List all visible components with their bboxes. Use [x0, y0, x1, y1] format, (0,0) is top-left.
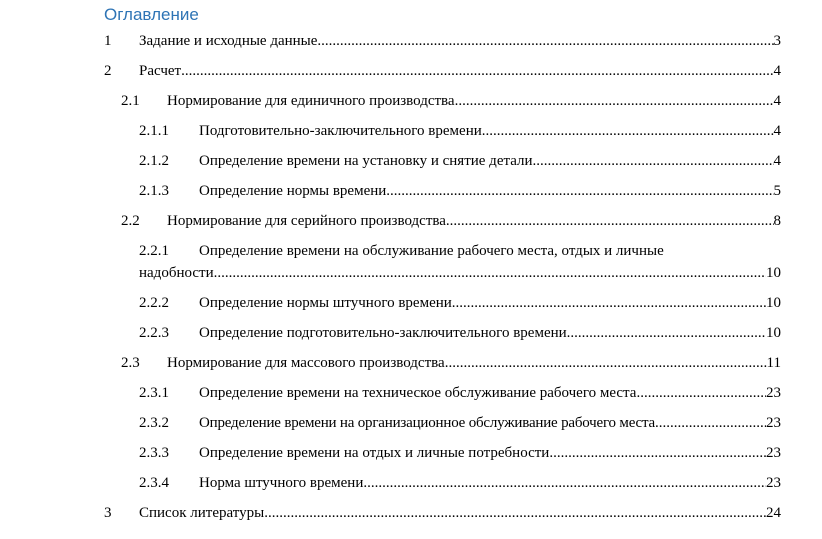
toc-entry-number: 2.1.3 — [139, 183, 169, 199]
toc-entry-page: 4 — [773, 123, 781, 139]
toc-entry-2-2-1[interactable] — [0, 242, 822, 282]
toc-entry-title: Определение времени на организационное обслуживание рабочего места — [199, 415, 655, 431]
toc-entry-number: 2.1.2 — [139, 153, 169, 169]
toc-entry-2-3-3[interactable] — [0, 444, 822, 462]
toc-entry-title: Определение нормы времени — [199, 183, 387, 199]
toc-entry-3[interactable] — [0, 504, 822, 522]
toc-dot-leader — [567, 324, 766, 342]
toc-entry-2-1-3[interactable] — [0, 182, 822, 200]
toc-entry-2[interactable] — [0, 62, 822, 80]
toc-entry-page: 10 — [766, 265, 781, 281]
toc-entry-page: 10 — [766, 295, 781, 311]
toc-entry-page: 24 — [766, 505, 781, 521]
toc-entry-page: 4 — [773, 153, 781, 169]
toc-entry-title: Нормирование для серийного производства — [167, 213, 446, 229]
toc-entry-number: 2.3.4 — [139, 475, 169, 491]
toc-entry-page: 10 — [766, 325, 781, 341]
toc-dot-leader — [386, 182, 773, 200]
toc-entry-2-2-2[interactable] — [0, 294, 822, 312]
toc-entry-title: Задание и исходные данные — [139, 33, 318, 49]
toc-entry-number: 2.3.3 — [139, 445, 169, 461]
toc-dot-leader — [214, 264, 766, 282]
toc-entry-page: 23 — [766, 475, 781, 491]
toc-dot-leader — [445, 354, 767, 372]
toc-entry-page: 23 — [766, 385, 781, 401]
toc-entry-number: 3 — [104, 505, 112, 521]
toc-entry-2-1-1[interactable] — [0, 122, 822, 140]
toc-entry-title-line2: надобности — [139, 265, 214, 281]
toc-dot-leader — [181, 62, 773, 80]
toc-entry-number: 2.3 — [121, 355, 140, 371]
toc-dot-leader — [533, 152, 774, 170]
toc-entry-title: Расчет — [139, 63, 182, 79]
toc-dot-leader — [549, 444, 766, 462]
toc-entry-2-3-4[interactable] — [0, 474, 822, 492]
toc-entry-2-3[interactable] — [0, 354, 822, 372]
toc-entry-number: 2.1.1 — [139, 123, 169, 139]
toc-entry-title-line1: Определение времени на обслуживание рабочего места, отдых и личные — [199, 243, 664, 259]
toc-heading: Оглавление — [104, 5, 199, 24]
toc-dot-leader — [446, 212, 774, 230]
toc-entry-title: Определение времени на техническое обслуживание рабочего места — [199, 385, 637, 401]
toc-entry-number: 1 — [104, 33, 112, 49]
toc-entry-number: 2.3.2 — [139, 415, 169, 431]
toc-entry-number: 2.2.1 — [139, 243, 169, 259]
toc-entry-page: 23 — [766, 415, 781, 431]
toc-entry-number: 2.2.3 — [139, 325, 169, 341]
toc-entry-page: 8 — [773, 213, 781, 229]
toc-entry-title: Нормирование для единичного производства — [167, 93, 455, 109]
toc-entry-number: 2.1 — [121, 93, 140, 109]
toc-dot-leader — [636, 384, 766, 402]
toc-entry-title: Определение нормы штучного времени — [199, 295, 452, 311]
toc-entry-page: 5 — [773, 183, 781, 199]
toc-entry-title: Подготовительно-заключительного времени — [199, 123, 482, 139]
toc-entry-page: 4 — [773, 93, 781, 109]
toc-dot-leader — [455, 92, 774, 110]
toc-entry-number: 2.2.2 — [139, 295, 169, 311]
toc-dot-leader — [363, 474, 766, 492]
toc-entry-2-3-1[interactable] — [0, 384, 822, 402]
toc-entry-number: 2.2 — [121, 213, 140, 229]
toc-dot-leader — [317, 32, 773, 50]
toc-dot-leader — [452, 294, 766, 312]
toc-entry-2-2-3[interactable] — [0, 324, 822, 342]
toc-entry-2-1[interactable] — [0, 92, 822, 110]
toc-entry-title: Список литературы — [139, 505, 265, 521]
toc-entry-page: 11 — [766, 355, 781, 371]
toc-entry-title: Определение времени на установку и снятие детали — [199, 153, 533, 169]
toc-entry-number: 2 — [104, 63, 112, 79]
toc-entry-2-2[interactable] — [0, 212, 822, 230]
toc-dot-leader — [482, 122, 774, 140]
toc-entry-page: 4 — [773, 63, 781, 79]
toc-dot-leader — [655, 414, 766, 432]
toc-dot-leader — [264, 504, 766, 522]
toc-entry-2-3-2[interactable] — [0, 414, 822, 432]
toc-entry-page: 23 — [766, 445, 781, 461]
toc-entry-number: 2.3.1 — [139, 385, 169, 401]
toc-entry-1[interactable] — [0, 32, 822, 50]
toc-entry-title: Определение подготовительно-заключительного времени — [199, 325, 567, 341]
toc-entry-page: 3 — [773, 33, 781, 49]
toc-entry-title: Норма штучного времени — [199, 475, 364, 491]
toc-entry-2-1-2[interactable] — [0, 152, 822, 170]
toc-entry-title: Определение времени на отдых и личные потребности — [199, 445, 550, 461]
toc-entry-title: Нормирование для массового производства — [167, 355, 445, 371]
